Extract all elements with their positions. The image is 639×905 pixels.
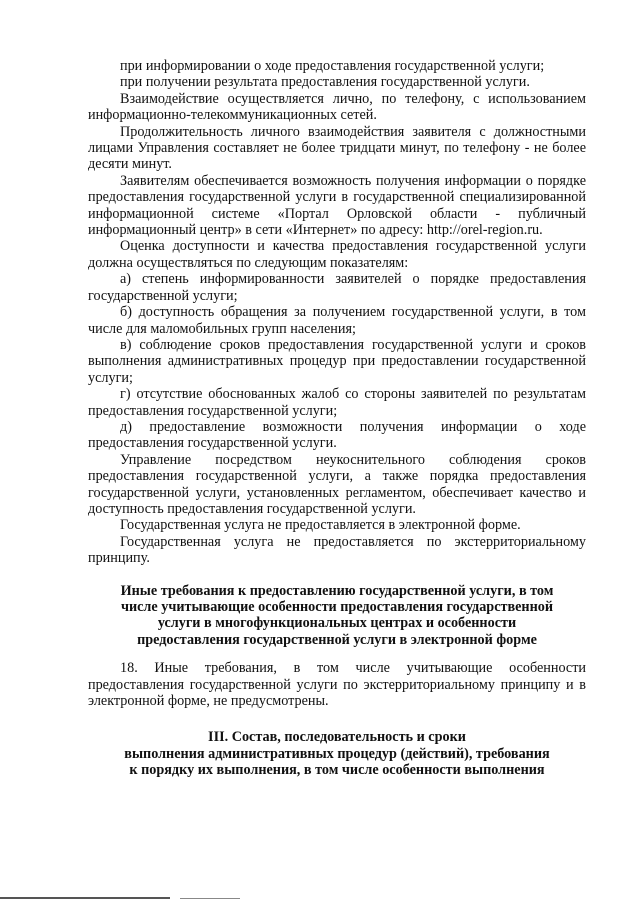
paragraph: Управление посредством неукоснительного соблюдения сроков предоставления государственной услуги, а также порядка предоставления государственной услуги, установленных регламентом, обеспечивает качество и доступность предоставления государственной услуги. <box>88 451 586 517</box>
paragraph: Продолжительность личного взаимодействия заявителя с должностными лицами Управления составляет не более тридцати минут, по телефону - не более десяти минут. <box>88 123 586 173</box>
list-item: а) степень информированности заявителей о порядке предоставления государственной услуги; <box>88 271 586 304</box>
paragraph: Государственная услуга не предоставляется по экстерриториальному принципу. <box>88 533 586 567</box>
heading-line: III. Состав, последовательность и сроки <box>208 729 466 746</box>
paragraph: Государственная услуга не предоставляется в электронной форме. <box>120 517 521 534</box>
chapter-heading <box>88 729 586 778</box>
heading-line: к порядку их выполнения, в том числе особенности выполнения <box>129 762 545 779</box>
paragraph: при получении результата предоставления государственной услуги. <box>120 74 530 91</box>
numbered-paragraph: 18. Иные требования, в том числе учитывающие особенности предоставления государственной услуги по экстерриториальному принципу и в электронной форме, не предусмотрены. <box>88 660 586 710</box>
document-body <box>88 58 586 791</box>
scan-edge-line <box>180 898 240 899</box>
paragraph: при информировании о ходе предоставления государственной услуги; <box>120 58 545 74</box>
list-item: д) предоставление возможности получения информации о ходе предоставления государственной услуги. <box>88 418 586 452</box>
heading-line: предоставления государственной услуги в электронной форме <box>137 631 537 648</box>
heading-line: Иные требования к предоставлению государственной услуги, в том <box>120 582 554 599</box>
list-item: в) соблюдение сроков предоставления государственной услуги и сроков выполнения административных процедур при предоставлении государственной услуги; <box>88 336 586 386</box>
list-item: б) доступность обращения за получением государственной услуги, в том числе для маломобильных групп населения; <box>88 304 586 337</box>
heading-line: выполнения административных процедур (действий), требования <box>124 745 550 762</box>
scan-edge-line <box>0 897 170 899</box>
heading-line: числе учитывающие особенности предоставления государственной <box>120 599 554 615</box>
paragraph: Взаимодействие осуществляется лично, по телефону, с использованием информационно-телекоммуникационных сетей. <box>88 90 586 124</box>
section-heading <box>88 583 586 649</box>
paragraph: Заявителям обеспечивается возможность получения информации о порядке предоставления государственной услуги в государственной специализированной информационной системе «Портал Орловской области - публичный информационный центр» в сети «Интернет» по адресу: http://orel-region.ru. <box>88 172 586 239</box>
heading-line: услуги в многофункциональных центрах и особенности <box>157 615 517 632</box>
paragraph: Оценка доступности и качества предоставления государственной услуги должна осуществляться по следующим показателям: <box>88 238 586 271</box>
list-item: г) отсутствие обоснованных жалоб со стороны заявителей по результатам предоставления государственной услуги; <box>88 386 586 419</box>
